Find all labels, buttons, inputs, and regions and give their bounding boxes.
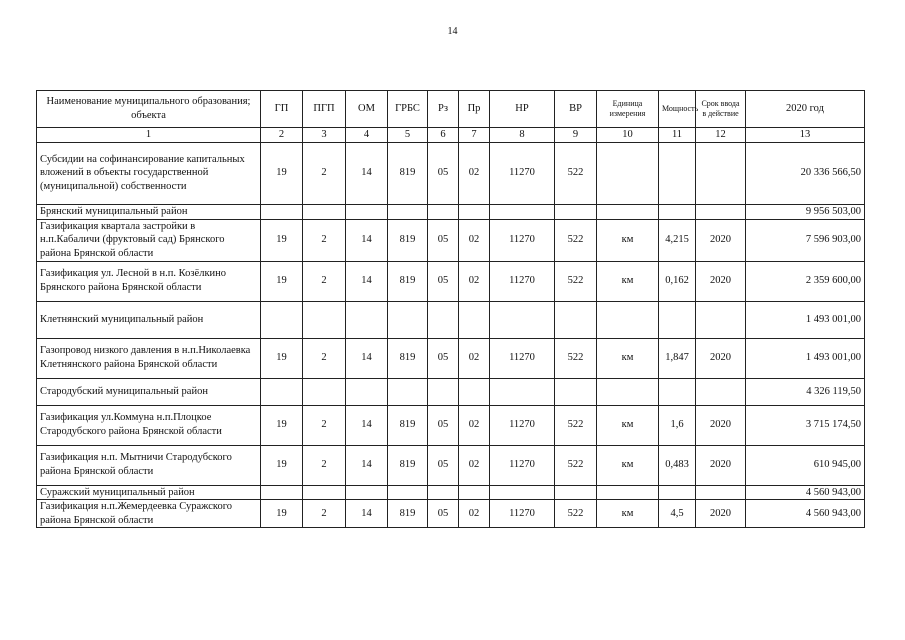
cell-rz bbox=[428, 204, 459, 219]
cell-pgp: 2 bbox=[303, 219, 346, 261]
cell-term: 2020 bbox=[696, 261, 746, 301]
cell-om: 14 bbox=[346, 261, 388, 301]
col-header-gp: ГП bbox=[261, 91, 303, 128]
cell-power: 0,483 bbox=[659, 445, 696, 485]
table-row bbox=[37, 261, 865, 301]
cell-om bbox=[346, 485, 388, 500]
cell-gp: 19 bbox=[261, 219, 303, 261]
cell-nr bbox=[490, 204, 555, 219]
cell-om: 14 bbox=[346, 142, 388, 204]
cell-rz: 05 bbox=[428, 445, 459, 485]
cell-amount: 4 560 943,00 bbox=[746, 485, 865, 500]
cell-rz bbox=[428, 301, 459, 338]
cell-om: 14 bbox=[346, 338, 388, 378]
cell-grbs: 819 bbox=[388, 500, 428, 528]
row-name: Газификация н.п. Мытничи Стародубского района Брянской области bbox=[37, 445, 261, 485]
row-name: Газификация квартала застройки в н.п.Кабаличи (фруктовый сад) Брянского района Брянской области bbox=[37, 219, 261, 261]
cell-om: 14 bbox=[346, 219, 388, 261]
cell-om: 14 bbox=[346, 500, 388, 528]
col-number: 13 bbox=[746, 128, 865, 143]
cell-term: 2020 bbox=[696, 405, 746, 445]
cell-amount: 4 560 943,00 bbox=[746, 500, 865, 528]
table-row bbox=[37, 204, 865, 219]
cell-grbs: 819 bbox=[388, 405, 428, 445]
cell-unit: км bbox=[597, 219, 659, 261]
cell-gp: 19 bbox=[261, 500, 303, 528]
cell-pr: 02 bbox=[459, 445, 490, 485]
col-number: 4 bbox=[346, 128, 388, 143]
cell-om bbox=[346, 378, 388, 405]
cell-term bbox=[696, 204, 746, 219]
cell-pgp: 2 bbox=[303, 405, 346, 445]
table-row bbox=[37, 405, 865, 445]
col-header-name: Наименование муниципального образования; объекта bbox=[37, 91, 261, 128]
col-header-om: ОМ bbox=[346, 91, 388, 128]
cell-unit bbox=[597, 204, 659, 219]
cell-amount: 9 956 503,00 bbox=[746, 204, 865, 219]
col-number: 8 bbox=[490, 128, 555, 143]
cell-om bbox=[346, 204, 388, 219]
cell-term: 2020 bbox=[696, 500, 746, 528]
cell-amount: 4 326 119,50 bbox=[746, 378, 865, 405]
table-row bbox=[37, 301, 865, 338]
header-row bbox=[37, 91, 865, 128]
cell-unit bbox=[597, 142, 659, 204]
cell-nr bbox=[490, 301, 555, 338]
cell-vr bbox=[555, 204, 597, 219]
cell-amount: 7 596 903,00 bbox=[746, 219, 865, 261]
cell-grbs bbox=[388, 301, 428, 338]
cell-pgp bbox=[303, 378, 346, 405]
cell-grbs: 819 bbox=[388, 338, 428, 378]
table-body bbox=[37, 142, 865, 528]
cell-amount: 2 359 600,00 bbox=[746, 261, 865, 301]
cell-nr: 11270 bbox=[490, 405, 555, 445]
cell-amount: 1 493 001,00 bbox=[746, 301, 865, 338]
cell-term: 2020 bbox=[696, 445, 746, 485]
cell-nr: 11270 bbox=[490, 445, 555, 485]
col-number: 9 bbox=[555, 128, 597, 143]
col-header-power: Мощность bbox=[659, 91, 696, 128]
cell-term bbox=[696, 301, 746, 338]
cell-pr bbox=[459, 204, 490, 219]
cell-amount: 1 493 001,00 bbox=[746, 338, 865, 378]
col-number: 5 bbox=[388, 128, 428, 143]
row-name: Газификация ул. Лесной в н.п. Козёлкино Брянского района Брянской области bbox=[37, 261, 261, 301]
cell-grbs bbox=[388, 378, 428, 405]
cell-vr: 522 bbox=[555, 261, 597, 301]
cell-gp: 19 bbox=[261, 142, 303, 204]
cell-vr: 522 bbox=[555, 500, 597, 528]
col-header-pgp: ПГП bbox=[303, 91, 346, 128]
cell-pgp bbox=[303, 485, 346, 500]
cell-grbs bbox=[388, 485, 428, 500]
row-name: Газопровод низкого давления в н.п.Николаевка Клетнянского района Брянской области bbox=[37, 338, 261, 378]
cell-rz bbox=[428, 485, 459, 500]
cell-gp bbox=[261, 301, 303, 338]
col-header-vr: ВР bbox=[555, 91, 597, 128]
col-header-grbs: ГРБС bbox=[388, 91, 428, 128]
table-row bbox=[37, 378, 865, 405]
cell-gp: 19 bbox=[261, 338, 303, 378]
table-row bbox=[37, 500, 865, 528]
cell-vr: 522 bbox=[555, 338, 597, 378]
cell-rz: 05 bbox=[428, 142, 459, 204]
col-number: 12 bbox=[696, 128, 746, 143]
cell-unit: км bbox=[597, 500, 659, 528]
cell-rz: 05 bbox=[428, 500, 459, 528]
cell-power: 1,6 bbox=[659, 405, 696, 445]
cell-gp: 19 bbox=[261, 405, 303, 445]
column-number-row bbox=[37, 128, 865, 143]
cell-unit bbox=[597, 485, 659, 500]
cell-power bbox=[659, 142, 696, 204]
cell-unit bbox=[597, 301, 659, 338]
row-name: Суражский муниципальный район bbox=[37, 485, 261, 500]
cell-nr: 11270 bbox=[490, 338, 555, 378]
cell-amount: 20 336 566,50 bbox=[746, 142, 865, 204]
cell-pgp: 2 bbox=[303, 142, 346, 204]
cell-nr: 11270 bbox=[490, 261, 555, 301]
cell-vr bbox=[555, 485, 597, 500]
cell-term: 2020 bbox=[696, 219, 746, 261]
cell-om: 14 bbox=[346, 405, 388, 445]
cell-unit: км bbox=[597, 405, 659, 445]
cell-pr: 02 bbox=[459, 338, 490, 378]
col-header-year: 2020 год bbox=[746, 91, 865, 128]
cell-pgp: 2 bbox=[303, 500, 346, 528]
cell-term bbox=[696, 142, 746, 204]
cell-pr: 02 bbox=[459, 500, 490, 528]
cell-nr bbox=[490, 485, 555, 500]
cell-rz: 05 bbox=[428, 261, 459, 301]
row-name: Клетнянский муниципальный район bbox=[37, 301, 261, 338]
table-row bbox=[37, 445, 865, 485]
cell-om bbox=[346, 301, 388, 338]
cell-pgp: 2 bbox=[303, 338, 346, 378]
cell-amount: 610 945,00 bbox=[746, 445, 865, 485]
table-row bbox=[37, 219, 865, 261]
cell-gp: 19 bbox=[261, 261, 303, 301]
cell-pgp bbox=[303, 301, 346, 338]
row-name: Стародубский муниципальный район bbox=[37, 378, 261, 405]
page-number: 14 bbox=[447, 26, 458, 37]
cell-vr bbox=[555, 378, 597, 405]
cell-power bbox=[659, 378, 696, 405]
cell-vr bbox=[555, 301, 597, 338]
row-name: Газификация ул.Коммуна н.п.Плоцкое Стародубского района Брянской области bbox=[37, 405, 261, 445]
cell-power: 4,5 bbox=[659, 500, 696, 528]
cell-pr bbox=[459, 485, 490, 500]
col-header-rz: Рз bbox=[428, 91, 459, 128]
cell-pr bbox=[459, 378, 490, 405]
row-name: Газификация н.п.Жемердеевка Суражского района Брянской области bbox=[37, 500, 261, 528]
cell-pgp: 2 bbox=[303, 445, 346, 485]
cell-power bbox=[659, 204, 696, 219]
cell-grbs: 819 bbox=[388, 219, 428, 261]
cell-pr bbox=[459, 301, 490, 338]
col-number: 10 bbox=[597, 128, 659, 143]
cell-gp bbox=[261, 378, 303, 405]
cell-unit: км bbox=[597, 445, 659, 485]
row-name: Брянский муниципальный район bbox=[37, 204, 261, 219]
table-row bbox=[37, 338, 865, 378]
cell-power bbox=[659, 301, 696, 338]
cell-vr: 522 bbox=[555, 219, 597, 261]
cell-amount: 3 715 174,50 bbox=[746, 405, 865, 445]
cell-power bbox=[659, 485, 696, 500]
cell-grbs bbox=[388, 204, 428, 219]
col-header-pr: Пр bbox=[459, 91, 490, 128]
col-header-unit: Единица измерения bbox=[597, 91, 659, 128]
cell-rz: 05 bbox=[428, 219, 459, 261]
cell-pr: 02 bbox=[459, 219, 490, 261]
cell-pgp bbox=[303, 204, 346, 219]
cell-rz: 05 bbox=[428, 405, 459, 445]
cell-power: 4,215 bbox=[659, 219, 696, 261]
cell-pr: 02 bbox=[459, 261, 490, 301]
col-number: 1 bbox=[37, 128, 261, 143]
col-header-nr: НР bbox=[490, 91, 555, 128]
cell-nr: 11270 bbox=[490, 500, 555, 528]
row-name: Субсидии на софинансирование капитальных вложений в объекты государственной (муниципальной) собственности bbox=[37, 142, 261, 204]
cell-vr: 522 bbox=[555, 445, 597, 485]
cell-gp: 19 bbox=[261, 445, 303, 485]
budget-table bbox=[36, 90, 865, 528]
col-number: 7 bbox=[459, 128, 490, 143]
cell-power: 0,162 bbox=[659, 261, 696, 301]
col-number: 3 bbox=[303, 128, 346, 143]
cell-rz: 05 bbox=[428, 338, 459, 378]
cell-unit: км bbox=[597, 261, 659, 301]
table-row bbox=[37, 142, 865, 204]
col-number: 6 bbox=[428, 128, 459, 143]
cell-term bbox=[696, 378, 746, 405]
cell-rz bbox=[428, 378, 459, 405]
col-number: 11 bbox=[659, 128, 696, 143]
cell-grbs: 819 bbox=[388, 142, 428, 204]
cell-unit bbox=[597, 378, 659, 405]
cell-term: 2020 bbox=[696, 338, 746, 378]
cell-grbs: 819 bbox=[388, 445, 428, 485]
cell-nr: 11270 bbox=[490, 219, 555, 261]
cell-nr: 11270 bbox=[490, 142, 555, 204]
col-number: 2 bbox=[261, 128, 303, 143]
cell-nr bbox=[490, 378, 555, 405]
table-row bbox=[37, 485, 865, 500]
col-header-term: Срок ввода в действие bbox=[696, 91, 746, 128]
cell-pgp: 2 bbox=[303, 261, 346, 301]
cell-power: 1,847 bbox=[659, 338, 696, 378]
cell-vr: 522 bbox=[555, 142, 597, 204]
cell-gp bbox=[261, 485, 303, 500]
cell-grbs: 819 bbox=[388, 261, 428, 301]
cell-gp bbox=[261, 204, 303, 219]
cell-om: 14 bbox=[346, 445, 388, 485]
cell-pr: 02 bbox=[459, 142, 490, 204]
cell-vr: 522 bbox=[555, 405, 597, 445]
cell-pr: 02 bbox=[459, 405, 490, 445]
cell-term bbox=[696, 485, 746, 500]
cell-unit: км bbox=[597, 338, 659, 378]
